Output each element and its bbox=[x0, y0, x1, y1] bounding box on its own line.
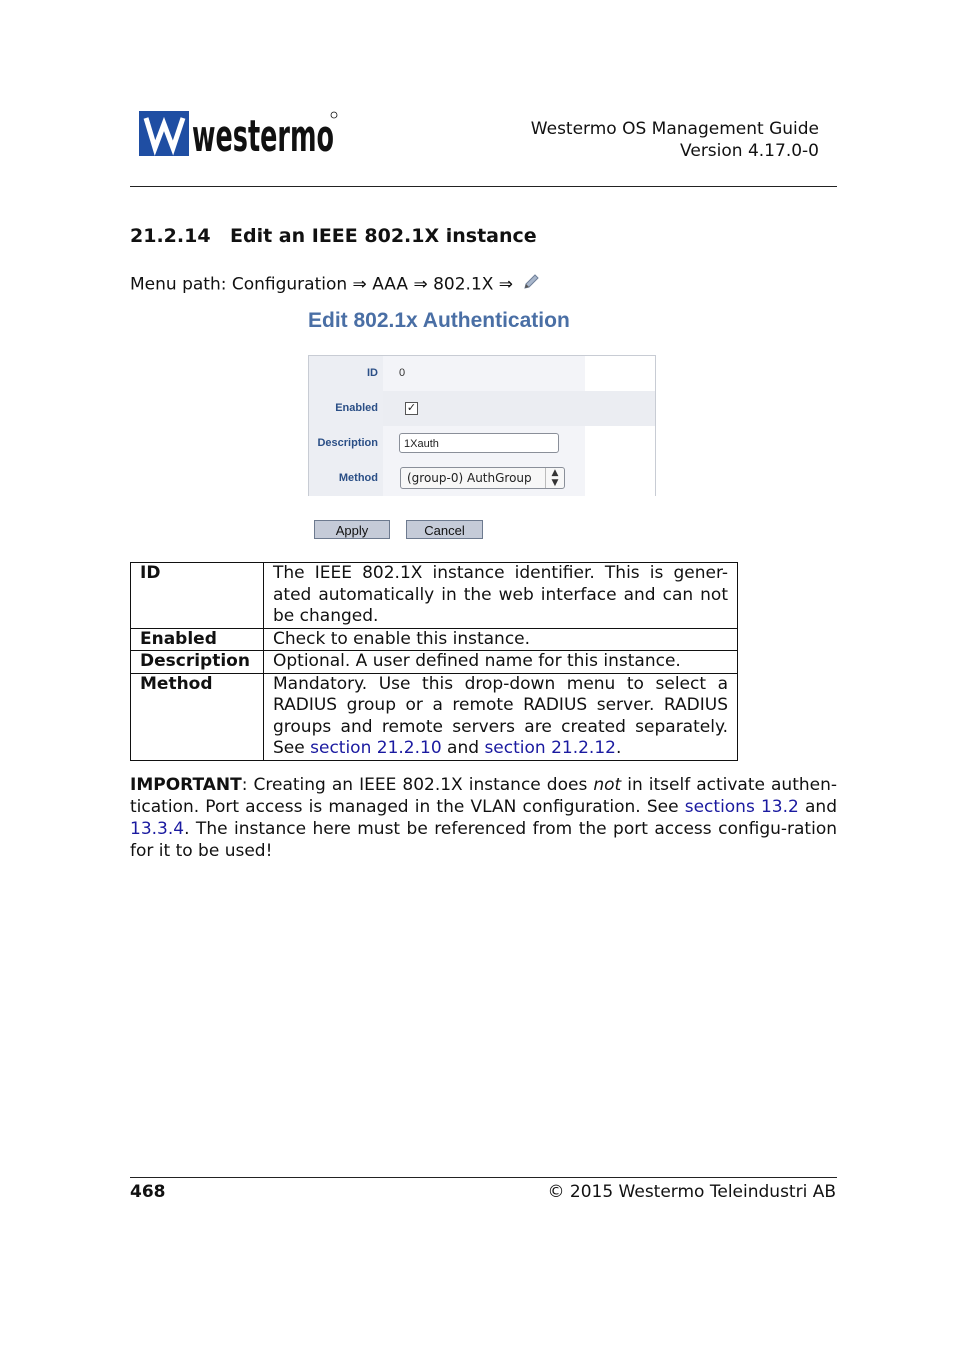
table-definition: Optional. A user defined name for this instance. bbox=[264, 651, 738, 674]
menu-path bbox=[130, 273, 540, 296]
updown-arrows-icon: ▲ ▼ bbox=[545, 468, 564, 488]
field-description-table bbox=[130, 562, 738, 761]
westermo-logo bbox=[139, 110, 339, 162]
method-select[interactable] bbox=[400, 467, 565, 489]
section-link[interactable]: section 21.2.12 bbox=[484, 738, 616, 758]
doc-title: Westermo OS Management Guide bbox=[530, 119, 819, 139]
method-select-value: (group-0) AuthGroup bbox=[407, 471, 532, 485]
svg-text:westermo: westermo bbox=[192, 111, 334, 162]
id-value: 0 bbox=[399, 367, 406, 379]
cancel-button[interactable]: Cancel bbox=[406, 520, 483, 539]
form-row-method bbox=[309, 461, 655, 496]
enabled-label: Enabled bbox=[335, 402, 378, 414]
section-number: 21.2.14 bbox=[130, 225, 211, 247]
method-label: Method bbox=[338, 472, 378, 484]
header-rule bbox=[130, 186, 837, 187]
important-note bbox=[130, 774, 837, 862]
important-label: IMPORTANT bbox=[130, 775, 242, 795]
copyright: © 2015 Westermo Teleindustri AB bbox=[547, 1182, 836, 1202]
section-link[interactable]: 13.3.4 bbox=[130, 819, 185, 839]
table-definition: The IEEE 802.1X instance identifier. This is gener-ated automatically in the web interface and can not be changed. bbox=[264, 563, 738, 629]
doc-version: Version 4.17.0-0 bbox=[680, 141, 819, 161]
table-row bbox=[131, 563, 738, 629]
enabled-checkbox[interactable]: ✓ bbox=[406, 402, 417, 414]
method-definition-text: Mandatory. Use this drop-down menu to select a RADIUS group or a remote RADIUS server. RADIUS groups and remote servers are created separately. See bbox=[273, 673, 728, 758]
description-label: Description bbox=[317, 437, 378, 449]
table-definition bbox=[264, 673, 738, 760]
table-term: Description bbox=[131, 651, 264, 674]
edit-form bbox=[308, 355, 656, 496]
section-heading bbox=[130, 225, 537, 247]
important-text: in itself activate authen-tication. Port access is managed in the VLAN configuration. See bbox=[130, 775, 838, 817]
table-row bbox=[131, 673, 738, 760]
form-row-enabled bbox=[309, 391, 655, 426]
form-row-id bbox=[309, 356, 655, 391]
method-definition-and: and bbox=[441, 738, 485, 758]
method-definition-end: . bbox=[615, 738, 622, 758]
apply-button[interactable]: Apply bbox=[314, 520, 390, 539]
important-text: . The instance here must be referenced from the port access configu-ration for it to be used! bbox=[130, 819, 837, 861]
menu-path-text: Menu path: Configuration ⇒ AAA ⇒ 802.1X ⇒ bbox=[130, 274, 514, 295]
important-text: : Creating an IEEE 802.1X instance does bbox=[241, 775, 594, 795]
table-term: Method bbox=[131, 673, 264, 760]
table-row bbox=[131, 628, 738, 651]
description-input[interactable]: 1Xauth bbox=[399, 433, 559, 453]
important-text: and bbox=[798, 797, 837, 817]
pencil-icon bbox=[522, 273, 540, 296]
id-label: ID bbox=[367, 367, 378, 379]
table-term: ID bbox=[131, 563, 264, 629]
section-link[interactable]: section 21.2.10 bbox=[310, 738, 442, 758]
section-title: Edit an IEEE 802.1X instance bbox=[230, 225, 537, 247]
table-definition: Check to enable this instance. bbox=[264, 628, 738, 651]
document-header bbox=[531, 118, 819, 162]
table-row bbox=[131, 651, 738, 674]
table-term: Enabled bbox=[131, 628, 264, 651]
form-title: Edit 802.1x Authentication bbox=[308, 309, 570, 332]
form-row-description bbox=[309, 426, 655, 461]
footer-rule bbox=[130, 1177, 837, 1178]
section-link[interactable]: sections 13.2 bbox=[684, 797, 799, 817]
important-emphasis: not bbox=[593, 775, 622, 795]
page-number: 468 bbox=[130, 1182, 166, 1202]
